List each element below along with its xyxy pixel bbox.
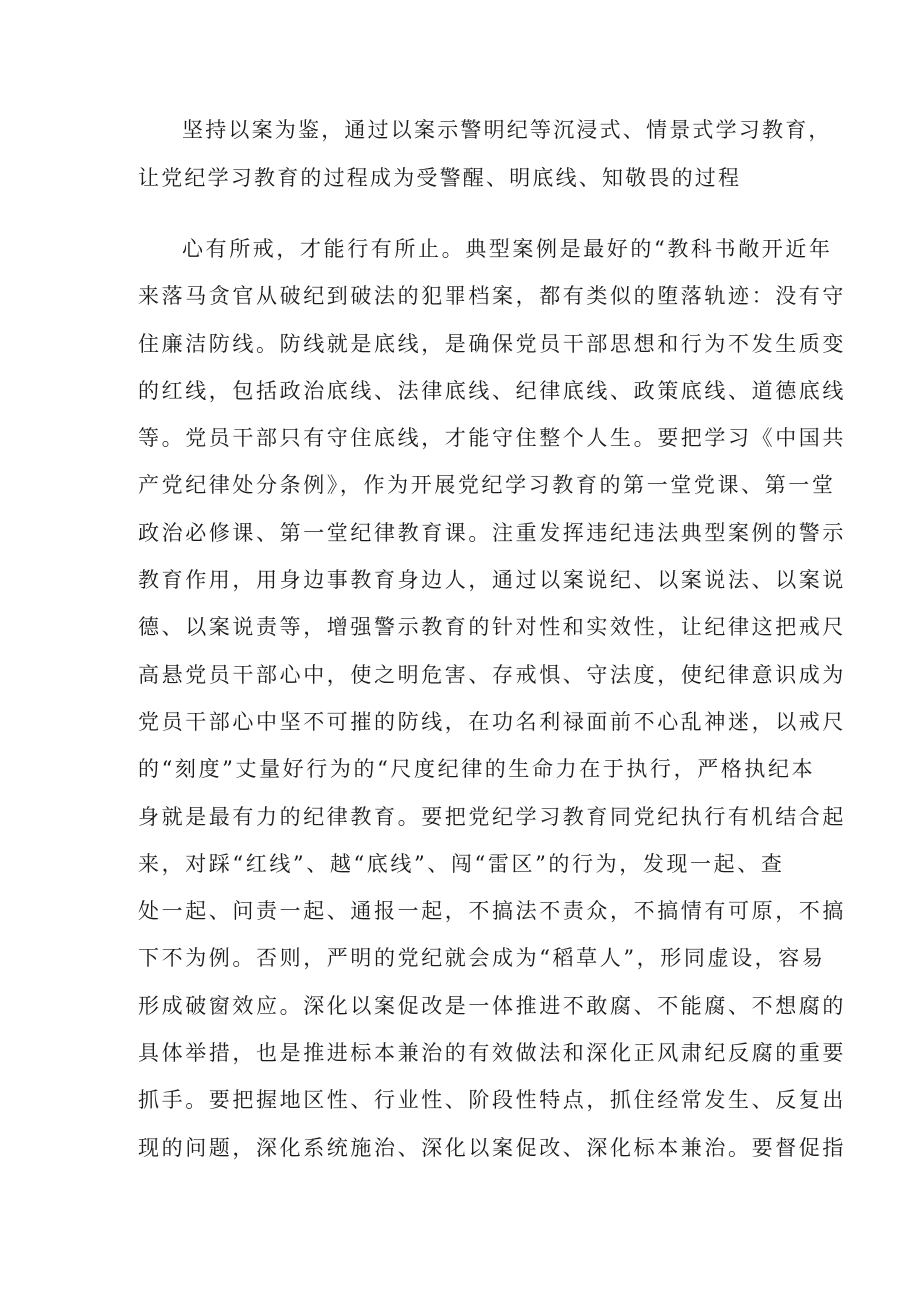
body-line: 住廉洁防线。防线就是底线，是确保党员干部思想和行为不发生质变	[138, 331, 846, 356]
body-line: 的红线，包括政治底线、法律底线、纪律底线、政策底线、道德底线	[138, 378, 846, 403]
body-line: 具体举措，也是推进标本兼治的有效做法和深化正风肃纪反腐的重要	[138, 1041, 846, 1066]
body-line: 来，对踩“红线”、越“底线”、闯“雷区”的行为，发现一起、查	[138, 851, 785, 876]
body-line: 等。党员干部只有守住底线，才能守住整个人生。要把学习《中国共	[138, 426, 846, 451]
body-line: 高悬党员干部心中，使之明危害、存戒惧、守法度，使纪律意识成为	[138, 662, 846, 687]
body-line: 现的问题，深化系统施治、深化以案促改、深化标本兼治。要督促指	[138, 1135, 846, 1160]
body-line: 教育作用，用身边事教育身边人，通过以案说纪、以案说法、以案说	[138, 568, 846, 593]
heading-line: 坚持以案为鉴，通过以案示警明纪等沉浸式、情景式学习教育，	[182, 118, 832, 142]
body-paragraph	[138, 226, 846, 1172]
body-line: 党员干部心中坚不可摧的防线，在功名利禄面前不心乱神迷，以戒尺	[138, 709, 846, 734]
body-line: 产党纪律处分条例》，作为开展党纪学习教育的第一堂党课、第一堂	[138, 473, 836, 498]
body-line: 抓手。要把握地区性、行业性、阶段性特点，抓住经常发生、反复出	[138, 1088, 846, 1113]
body-line: 来落马贪官从破纪到破法的犯罪档案，都有类似的堕落轨迹：没有守	[138, 284, 846, 309]
body-line: 的“刻度”丈量好行为的“尺度纪律的生命力在于执行，严格执纪本	[138, 757, 816, 782]
body-line: 身就是最有力的纪律教育。要把党纪学习教育同党纪执行有机结合起	[138, 804, 846, 829]
section-heading	[138, 106, 832, 202]
body-line: 心有所戒，才能行有所止。典型案例是最好的“教科书敞开近年	[182, 237, 833, 261]
body-line: 德、以案说责等，增强警示教育的针对性和实效性，让纪律这把戒尺	[138, 615, 846, 640]
body-line: 处一起、问责一起、通报一起，不搞法不责众，不搞情有可原，不搞	[138, 899, 846, 924]
body-line: 形成破窗效应。深化以案促改是一体推进不敢腐、不能腐、不想腐的	[138, 993, 846, 1018]
heading-line: 让党纪学习教育的过程成为受警醒、明底线、知敬畏的过程	[138, 166, 742, 190]
body-line: 下不为例。否则，严明的党纪就会成为“稻草人”，形同虚设，容易	[138, 946, 826, 971]
body-line: 政治必修课、第一堂纪律教育课。注重发挥违纪违法典型案例的警示	[138, 520, 846, 545]
